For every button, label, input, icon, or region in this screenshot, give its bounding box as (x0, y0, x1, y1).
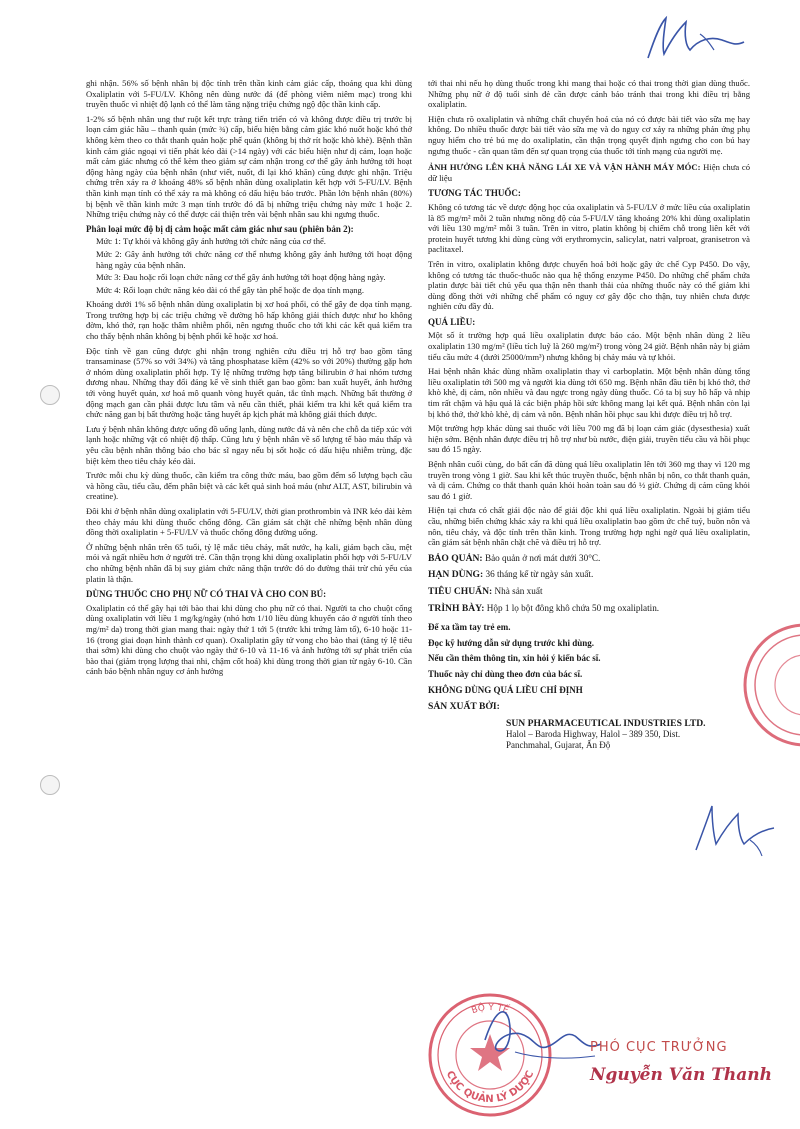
signature-block (590, 1040, 790, 1085)
field-label: TRÌNH BÀY: (428, 602, 485, 614)
warning-line: Nếu cần thêm thông tin, xin hỏi ý kiến bác sĩ. (428, 653, 601, 664)
paragraph: Khoảng dưới 1% số bệnh nhân dùng oxaliplatin bị xơ hoá phổi, có thể gây đe dọa tính mạng. Trong trường hợp bị các triệu chứng về đường hô hấp không giải thích được như ho không đờm, khó thở, rạn hoặc thâm nhiễm phổi, nên ngưng thuốc cho tới khi các kết quả kiểm tra cho thấy bệnh nhân không bị bệnh phổi kẽ hoặc xơ hoá. (86, 299, 412, 342)
field-label: BẢO QUẢN: (428, 552, 483, 564)
partial-stamp-icon (735, 620, 800, 750)
list-item: Mức 4: Rối loạn chức năng kéo dài có thể gây tàn phế hoặc đe dọa tính mạng. (96, 284, 365, 295)
field-value: 36 tháng kể từ ngày sản xuất. (485, 569, 594, 580)
field-label: TIÊU CHUẨN: (428, 585, 493, 597)
section-heading: TƯƠNG TÁC THUỐC: (428, 188, 521, 199)
warning-line: Để xa tầm tay trẻ em. (428, 622, 511, 633)
svg-text:CỤC QUẢN LÝ DƯỢC: CỤC QUẢN LÝ DƯỢC (443, 1069, 537, 1106)
list-item: Mức 1: Tự khỏi và không gây ảnh hưởng tới chức năng của cơ thể. (96, 236, 326, 247)
paragraph: tới thai nhi nếu họ dùng thuốc trong khi mang thai hoặc có thai trong thời gian dùng thuốc. Những phụ nữ ở độ tuổi sinh đẻ cần được cảnh báo tránh thai trong khi điều trị bằng oxaliplatin. (428, 78, 750, 110)
signatory-name: Nguyễn Văn Thanh (590, 1065, 772, 1085)
storage-field (428, 553, 750, 565)
paragraph: Trước mỗi chu kỳ dùng thuốc, cần kiểm tra công thức máu, bao gồm đếm số lượng bạch cầu và hồng cầu, tiểu cầu, đếm phân biệt và các kết quả sinh hoá máu (như ALT, AST, bilirubin và creatine). (86, 470, 412, 502)
paragraph: Một số ít trường hợp quá liều oxaliplatin được báo cáo. Một bệnh nhân dùng 2 liều oxaliplatin 130 mg/m² (liều tích luỹ là 260 mg/m²) trong vòng 24 giờ. Bệnh nhân này bị giảm tiểu cầu mức 4 (dưới 25000/mm³) nhưng không bị chảy máu và tự khỏi. (428, 330, 750, 362)
svg-text:BỘ Y TẾ: BỘ Y TẾ (470, 1002, 510, 1017)
paragraph: Ở những bệnh nhân trên 65 tuổi, tỷ lệ mắc tiêu chảy, mất nước, hạ kali, giảm bạch cầu, mệt mỏi và ngất nhiều hơn ở người trẻ. Cần thận trọng khi dùng oxaliplatin phối hợp với 5-FU/LV cho những bệnh nhân đã bị suy giảm chức năng thận trước đó do đường thải trừ chủ yếu của platin là thận. (86, 541, 412, 584)
warning-line: KHÔNG DÙNG QUÁ LIỀU CHỈ ĐỊNH (428, 684, 583, 695)
right-column (428, 78, 750, 751)
section-heading: Phân loại mức độ bị dị cảm hoặc mất cảm giác như sau (phiên bản 2): (86, 223, 354, 234)
paragraph: Độc tính về gan cũng được ghi nhận trong nghiên cứu điều trị hỗ trợ bao gồm tăng transaminase (57% so với 34%) và tăng phosphatase kiềm (42% so với 20%) thường gặp hơn ở nhóm dùng oxaliplatin phối hợp. Tỷ lệ những trường hợp tăng bilirubin ở hai nhóm tương đương nhau. Những thay đổi đáng kể về sinh thiết gan bao gồm: ban xuất huyết, ảnh hưởng tới vòng huyết quản, xơ hoá mô quanh vòng huyết quản, tắc tĩnh mạch. Những bất thường ở động mạch gan cần phải được lưu tâm và nếu cần thiết, phải kiểm tra khi kết quả kiểm tra chức năng gan bị bất thường hoặc tăng huyết áp kịch phát mà không giải thích được. (86, 345, 412, 420)
paragraph: Đôi khi ở bệnh nhân dùng oxaliplatin với 5-FU/LV, thời gian prothrombin và INR kéo dài kèm theo chảy máu khi dùng thuốc chống đông. Cần giám sát chặt chẽ những bệnh nhân dùng đồng thời oxaliplatin + 5-FU/LV và thuốc chống đông đường uống. (86, 505, 412, 538)
paragraph: Hai bệnh nhân khác dùng nhầm oxaliplatin thay vì carboplatin. Một bệnh nhân dùng tổng liều oxaliplatin tới 500 mg và người kia dùng tới 650 mg. Bệnh nhân đầu tiên bị khó thở, thở khò khè, dị cảm, nôn nhiều và đau ngực trong ngày dùng thuốc. Có ta bị suy hô hấp và nhịp tim rất chậm và hậu quả là các biện pháp hồi sức không mang lại kết quả. Bệnh nhân còn lại bị khó thở, thở khò khè, dị cảm và nôn. Bệnh nhân hồi phục sau khi được điều trị hỗ trợ. (428, 366, 750, 419)
expiry-field (428, 569, 750, 581)
paragraph: Bệnh nhân cuối cùng, do bất cẩn đã dùng quá liều oxaliplatin lên tới 360 mg thay vì 120 mg truyền trong vòng 1 giờ. Sau khi kết thúc truyền thuốc, bệnh nhân bị nôn, co thắt thanh quản, và dị cảm. Chứng co thắt thanh quản khỏi hoàn toàn sau đó ½ giờ. Chứng dị cảm cũng khỏi sau đó 1 giờ. (428, 459, 750, 501)
initials-scribble-icon (640, 10, 750, 65)
standard-field (428, 586, 750, 598)
field-label: SẢN XUẤT BỞI: (428, 701, 500, 713)
signatory-title: PHÓ CỤC TRƯỞNG (590, 1040, 728, 1055)
paragraph: Trên in vitro, oxaliplatin không được chuyển hoá bởi hoặc gây ức chế Cyp P450. Do vậy, không có tương tác thuốc-thuốc nào qua hệ thống enzyme P450. Do những chế phẩm chứa platin được bài tiết chủ yếu qua thận nên thanh thải của những thuốc này có thể giảm khi dùng đồng thời với những chế phẩm có nguy cơ gây độc cho thận, tuy nhiên chưa được nghiên cứu đầy đủ. (428, 258, 750, 312)
pen-scribble-icon (690, 800, 780, 860)
company-address: Halol – Baroda Highway, Halol – 389 350, Dist. (506, 728, 681, 739)
severity-levels-list (96, 236, 412, 295)
paragraph: Hiện chưa rõ oxaliplatin và những chất chuyển hoá của nó có được bài tiết vào sữa mẹ hay không. Do nhiều thuốc được bài tiết vào sữa mẹ và do nguy cơ xảy ra những phản ứng phụ nguy hiểm cho trẻ bú mẹ do oxaliplatin, cần thận trọng quyết định ngưng cho con bú hay ngưng thuốc - cần quan tâm đến sự quan trọng của thuốc tới tính mạng của người mẹ. (428, 113, 750, 156)
section-heading: ẢNH HƯỞNG LÊN KHẢ NĂNG LÁI XE VÀ VẬN HÀNH MÁY MÓC: (428, 162, 701, 173)
packaging-field (428, 603, 750, 615)
paragraph: Hiện tại chưa có chất giải độc nào để giải độc khi quá liều oxaliplatin. Ngoài bị giảm tiểu cầu, những biến chứng khác xảy ra khi quá liều oxaliplatin bao gồm ức chế tuỷ, buồn nôn và nôn, tiêu chảy, và độc tính trên thần kinh. Trong trường hợp nghi ngờ quá liều oxaliplatin, cần giám sát bệnh nhân chặt chẽ và điều trị hỗ trợ. (428, 505, 750, 548)
punch-hole (40, 775, 60, 795)
company-name: SUN PHARMACEUTICAL INDUSTRIES LTD. (506, 717, 706, 729)
warnings-list (428, 622, 750, 695)
field-label: HẠN DÙNG: (428, 569, 484, 581)
section-heading: QUÁ LIỀU: (428, 316, 476, 327)
manufacturer-block (428, 701, 750, 751)
field-value: Nhà sản xuất (494, 585, 543, 596)
left-column (86, 78, 412, 681)
section-heading: DÙNG THUỐC CHO PHỤ NỮ CÓ THAI VÀ CHO CON BÚ: (86, 589, 327, 600)
punch-hole (40, 385, 60, 405)
warning-line: Thuốc này chỉ dùng theo đơn của bác sĩ. (428, 668, 583, 679)
field-value: Hộp 1 lọ bột đông khô chứa 50 mg oxaliplatin. (486, 602, 660, 613)
paragraph: 1-2% số bệnh nhân ung thư ruột kết trực tràng tiến triển có và không được điều trị trước bị loạn cảm giác hầu – thanh quản (mức ¾) cấp, biểu hiện bằng cảm giác khó nuốt hoặc khó thở không kèm theo co thắt thanh quản hoặc phế quản (không bị thở rít hoặc khò khè). Bệnh thần kinh cảm giác ngoại vi tiến phát kéo dài (>14 ngày) với các biểu hiện như dị cảm, loạn hoặc mất cảm giác nhưng có thể kèm theo giảm sự cảm nhận trong cơ thể gây ảnh hưởng tới hoạt động hàng ngày của bệnh nhân (như viết, nuốt, đi lại khó khăn) cũng được ghi nhận. Triệu chứng trên xảy ra ở khoảng 48% số bệnh nhân dùng oxaliplatin kết hợp với 5-FU/LV. Bệnh thần kinh mạn tính có thể xảy ra mà không có dấu hiệu báo trước. Phần lớn bệnh nhân (80%) bị bệnh về thần kinh mức 3 mạn tính trước đó đã bị những triệu chứng này mức 1 hoặc 2. Những triệu chứng này có thể được cải thiện trên vài bệnh nhân sau khi ngưng thuốc. (86, 113, 412, 220)
paragraph: ghi nhận. 56% số bệnh nhân bị độc tính trên thần kinh cảm giác cấp, thoáng qua khi dùng Oxaliplatin với 5-FU/LV. Không nên dùng nước đá (để phòng viêm niêm mạc) trong khi truyền thuốc vì nhiệt độ lạnh có thể làm tăng nặng triệu chứng ngộ độc thần kinh cấp. (86, 78, 412, 110)
field-value: Bảo quản ở nơi mát dưới 30°C. (484, 552, 601, 563)
section-value: Hiện chưa có dữ liệu (428, 162, 750, 183)
paragraph: Một trường hợp khác dùng sai thuốc với liều 700 mg đã bị loạn cảm giác (dysesthesia) xuất hiện sớm. Bệnh nhân được điều trị hỗ trợ như bù nước, điện giải, truyền tiểu cầu và hồi phục sau đó 15 ngày. (428, 423, 750, 455)
list-item: Mức 3: Đau hoặc rối loạn chức năng cơ thể gây ảnh hưởng tới hoạt động hàng ngày. (96, 272, 386, 283)
paragraph: Lưu ý bệnh nhân không được uống đồ uống lạnh, dùng nước đá và nên che chỗ da tiếp xúc với lạnh hoặc những vật có nhiệt độ thấp. Cũng lưu ý bệnh nhân về số lượng tế bào máu thấp và yêu cầu bệnh nhân thông báo cho bác sĩ ngay nếu bị sốt hoặc có dấu hiệu nhiễm trùng, đặc biệt kèm theo tiêu chảy kéo dài. (86, 423, 412, 466)
paragraph: Không có tương tác về dược động học của oxaliplatin và 5-FU/LV ở mức liều của oxaliplatin là 85 mg/m² mỗi 2 tuần nhưng nồng độ của 5-FU/LV tăng khoảng 20% khi dùng oxaliplatin với liều 130 mg/m² mỗi 3 tuần. Trên in vitro, platin không bị chiếm chỗ trong liên kết với protein huyết tương khi dùng cùng với erythromycin, salicylat, natri valproat, granisetron và paclitaxel. (428, 201, 750, 255)
company-address: Panchmahal, Gujarat, Ấn Độ (506, 739, 611, 750)
paragraph: Oxaliplatin có thể gây hại tới bào thai khi dùng cho phụ nữ có thai. Người ta cho chuột cống dùng oxaliplatin với liều 1 mg/kg/ngày (nhỏ hơn 1/10 liều dùng khuyến cáo ở người tính theo mg/m² da) trong thời gian mang thai: ngày thứ 1 tới 5 (trước khi trứng làm tổ), 6-10 hoặc 11-16 (trong giai đoạn hình thành cơ quan). Oxaliplatin gây tử vong cho bào thai (tăng tỷ lệ tiêu thai sớm) khi dùng cho chuột vào ngày thứ 6-10 và 11-16 và ảnh hưởng tới sự phát triển của bào thai (giảm trọng lượng thai nhi, chậm cốt hoá) khi dùng trong thời gian từ ngày 6-10. Cần cảnh báo bệnh nhân nguy cơ ảnh hưởng (86, 602, 412, 677)
warning-line: Đọc kỹ hướng dẫn sử dụng trước khi dùng. (428, 637, 594, 648)
list-item: Mức 2: Gây ảnh hưởng tới chức năng cơ thể nhưng không gây ảnh hưởng tới hoạt động hàng ngày của bệnh nhân. (96, 248, 412, 270)
